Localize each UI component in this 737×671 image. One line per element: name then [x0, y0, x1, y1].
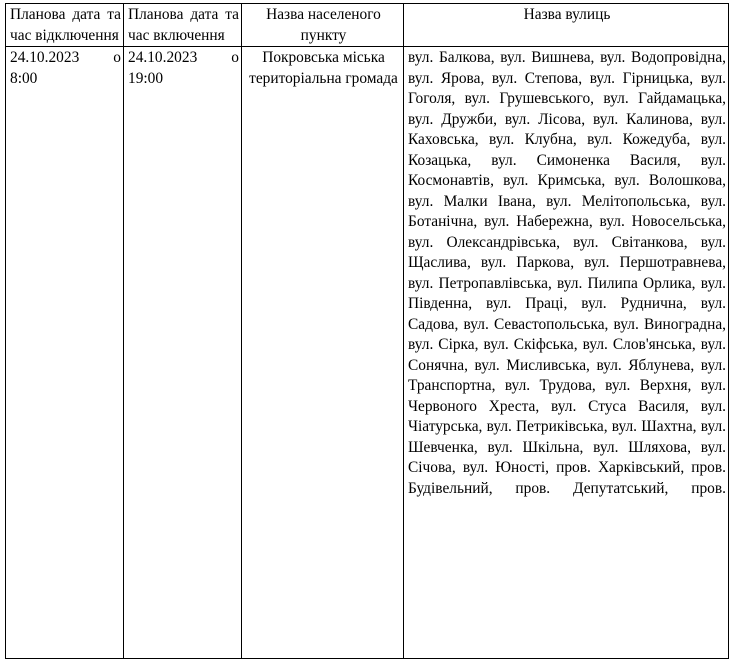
header-off-datetime: Планова дата та час відключення — [6, 4, 124, 47]
cell-settlement: Покровська міська територіальна громада — [242, 47, 404, 659]
outage-schedule-table — [5, 3, 729, 659]
cell-off-datetime: 24.10.2023 о 8:00 — [6, 47, 124, 659]
cell-on-datetime: 24.10.2023 о 19:00 — [124, 47, 242, 659]
header-settlement: Назва населеного пункту — [242, 4, 404, 47]
header-streets: Назва вулиць — [404, 4, 729, 47]
streets-list: вул. Балкова, вул. Вишнева, вул. Водопровідна, вул. Ярова, вул. Степова, вул. Гірницька, вул. Гоголя, вул. Грушевського, вул. Гайдамацька, вул. Дружби, вул. Лісова, вул. Калинова, вул. Каховська, вул. Клубна, вул. Кожедуба, вул. Козацька, вул. Симоненка Василя, вул. Космонавтів, вул. Кримська, вул. Волошкова, вул. Малки Івана, вул. Мелітопольська, вул. Ботанічна, вул. Набережна, вул. Новосельська, вул. Олександрівська, вул. Світанкова, вул. Щаслива, вул. Паркова, вул. Першотравнева, вул. Петропавлівська, вул. Пилипа Орлика, вул. Південна, вул. Праці, вул. Руднична, вул. Садова, вул. Севастопольська, вул. Виноградна, вул. Сірка, вул. Скіфська, вул. Слов'янська, вул. Сонячна, вул. Мисливська, вул. Яблунева, вул. Транспортна, вул. Трудова, вул. Верхня, вул. Червоного Хреста, вул. Стуса Василя, вул. Чіатурська, вул. Петриківська, вул. Шахтна, вул. Шевченка, вул. Шкільна, вул. Шляхова, вул. Січова, вул. Юності, пров. Харківський, пров. Будівельний, пров. Депутатський, пров. — [408, 49, 726, 497]
table-header-row — [6, 4, 729, 47]
cell-streets — [404, 47, 729, 659]
header-on-datetime: Планова дата та час включення — [124, 4, 242, 47]
table-row — [6, 47, 729, 659]
